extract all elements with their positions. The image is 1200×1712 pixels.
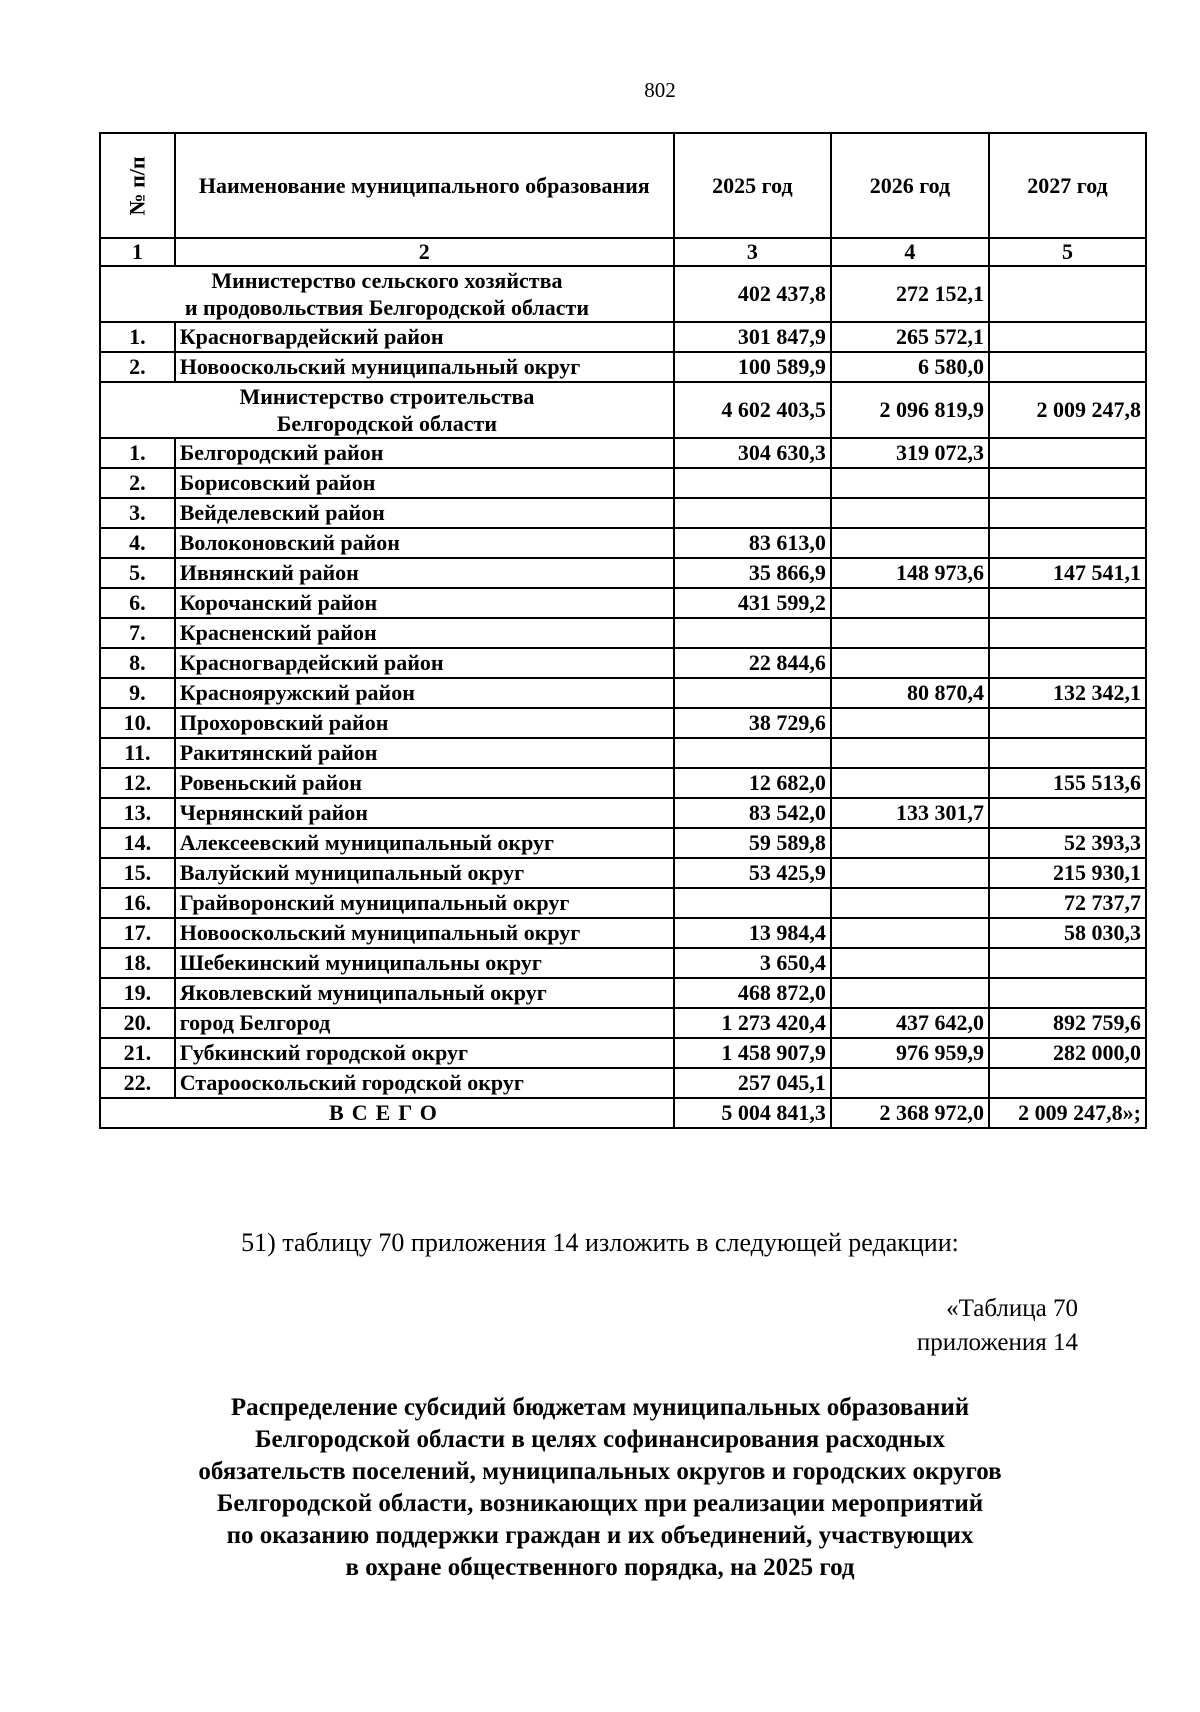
municipality-name: Красногвардейский район	[175, 322, 674, 352]
municipality-name: город Белгород	[175, 1008, 674, 1038]
row-number: 8.	[100, 648, 175, 678]
table-row	[100, 708, 1146, 738]
distribution-title-line: Белгородской области в целях софинансирования расходных	[254, 1426, 946, 1453]
value-2026: 148 973,6	[831, 558, 989, 588]
municipality-name: Шебекинский муниципальны округ	[175, 948, 674, 978]
value-2027	[989, 322, 1146, 352]
value-2025: 468 872,0	[674, 978, 831, 1008]
value-2025	[674, 618, 831, 648]
value-2027: 58 030,3	[989, 918, 1146, 948]
table-row	[100, 978, 1146, 1008]
value-2025: 301 847,9	[674, 322, 831, 352]
municipality-name: Ивнянский район	[175, 558, 674, 588]
table-row	[100, 498, 1146, 528]
row-number: 17.	[100, 918, 175, 948]
page-number: 802	[644, 78, 676, 102]
row-number: 11.	[100, 738, 175, 768]
column-index: 2	[175, 238, 674, 266]
value-2025: 13 984,4	[674, 918, 831, 948]
value-2025	[674, 468, 831, 498]
table-row	[100, 858, 1146, 888]
value-2025: 1 273 420,4	[674, 1008, 831, 1038]
total-label: ВСЕГО	[100, 1098, 674, 1128]
municipality-name: Корочанский район	[175, 588, 674, 618]
value-2026	[831, 1068, 989, 1098]
distribution-title-line: по оказанию поддержки граждан и их объединений, участвующих	[226, 1522, 974, 1549]
section-value-2027	[989, 266, 1146, 322]
municipality-name: Яковлевский муниципальный округ	[175, 978, 674, 1008]
row-number: 5.	[100, 558, 175, 588]
header-2025: 2025 год	[674, 133, 831, 238]
row-number: 4.	[100, 528, 175, 558]
municipality-name: Ровеньский район	[175, 768, 674, 798]
section-value-2025: 402 437,8	[674, 266, 831, 322]
column-index: 1	[100, 238, 175, 266]
distribution-title-line: обязательств поселений, муниципальных округов и городских округов	[198, 1458, 1002, 1485]
value-2026	[831, 618, 989, 648]
value-2027: 132 342,1	[989, 678, 1146, 708]
value-2025: 83 542,0	[674, 798, 831, 828]
row-number: 15.	[100, 858, 175, 888]
table-reference	[917, 1292, 1078, 1360]
table-row	[100, 352, 1146, 382]
value-2027: 147 541,1	[989, 558, 1146, 588]
header-2026: 2026 год	[831, 133, 989, 238]
value-2026	[831, 528, 989, 558]
table-reference-line: «Таблица 70	[946, 1295, 1078, 1322]
row-number: 2.	[100, 352, 175, 382]
municipality-name: Чернянский район	[175, 798, 674, 828]
distribution-title-line: Распределение субсидий бюджетам муниципальных образований	[230, 1394, 970, 1421]
municipality-name: Алексеевский муниципальный округ	[175, 828, 674, 858]
value-2025: 1 458 907,9	[674, 1038, 831, 1068]
value-2025: 53 425,9	[674, 858, 831, 888]
value-2025	[674, 738, 831, 768]
municipality-name: Валуйский муниципальный округ	[175, 858, 674, 888]
table-row	[100, 738, 1146, 768]
value-2026: 265 572,1	[831, 322, 989, 352]
value-2027	[989, 618, 1146, 648]
table-header-row	[100, 133, 1146, 238]
header-2027: 2027 год	[989, 133, 1146, 238]
table-row	[100, 322, 1146, 352]
row-number: 21.	[100, 1038, 175, 1068]
value-2027: 52 393,3	[989, 828, 1146, 858]
value-2026: 319 072,3	[831, 438, 989, 468]
value-2026: 6 580,0	[831, 352, 989, 382]
value-2025: 304 630,3	[674, 438, 831, 468]
row-number: 10.	[100, 708, 175, 738]
header-num-label: № п/п	[124, 155, 150, 216]
municipality-name: Губкинский городской округ	[175, 1038, 674, 1068]
value-2026	[831, 918, 989, 948]
section-row	[100, 382, 1146, 438]
column-index: 4	[831, 238, 989, 266]
row-number: 22.	[100, 1068, 175, 1098]
value-2025: 100 589,9	[674, 352, 831, 382]
row-number: 9.	[100, 678, 175, 708]
municipality-name: Борисовский район	[175, 468, 674, 498]
municipality-name: Новооскольский муниципальный округ	[175, 352, 674, 382]
value-2027	[989, 1068, 1146, 1098]
value-2026	[831, 978, 989, 1008]
column-index-row	[100, 238, 1146, 266]
value-2027	[989, 798, 1146, 828]
value-2026	[831, 468, 989, 498]
value-2026	[831, 708, 989, 738]
value-2026: 437 642,0	[831, 1008, 989, 1038]
section-title	[100, 266, 674, 322]
value-2026: 80 870,4	[831, 678, 989, 708]
distribution-title-line: в охране общественного порядка, на 2025 год	[345, 1554, 855, 1581]
value-2026	[831, 738, 989, 768]
municipality-name: Прохоровский район	[175, 708, 674, 738]
total-row	[100, 1098, 1146, 1128]
value-2025: 22 844,6	[674, 648, 831, 678]
row-number: 19.	[100, 978, 175, 1008]
value-2027	[989, 588, 1146, 618]
section-title-line: Министерство сельского хозяйства	[211, 268, 563, 293]
municipality-name: Красногвардейский район	[175, 648, 674, 678]
value-2027	[989, 948, 1146, 978]
value-2027	[989, 648, 1146, 678]
total-2025: 5 004 841,3	[674, 1098, 831, 1128]
municipality-name: Новооскольский муниципальный округ	[175, 918, 674, 948]
row-number: 2.	[100, 468, 175, 498]
value-2027	[989, 498, 1146, 528]
table-row	[100, 798, 1146, 828]
distribution-title-line: Белгородской области, возникающих при реализации мероприятий	[216, 1490, 984, 1517]
row-number: 18.	[100, 948, 175, 978]
value-2027: 282 000,0	[989, 1038, 1146, 1068]
distribution-title	[70, 1392, 1130, 1584]
value-2026: 976 959,9	[831, 1038, 989, 1068]
row-number: 13.	[100, 798, 175, 828]
column-index: 5	[989, 238, 1146, 266]
municipality-name: Волоконовский район	[175, 528, 674, 558]
value-2027: 892 759,6	[989, 1008, 1146, 1038]
value-2026	[831, 588, 989, 618]
table-row	[100, 888, 1146, 918]
row-number: 12.	[100, 768, 175, 798]
table-row	[100, 1008, 1146, 1038]
value-2025: 59 589,8	[674, 828, 831, 858]
municipality-name: Белгородский район	[175, 438, 674, 468]
table-row	[100, 948, 1146, 978]
value-2027: 155 513,6	[989, 768, 1146, 798]
value-2025: 83 613,0	[674, 528, 831, 558]
table-row	[100, 918, 1146, 948]
column-index: 3	[674, 238, 831, 266]
municipality-name: Грайворонский муниципальный округ	[175, 888, 674, 918]
table-row	[100, 678, 1146, 708]
section-row	[100, 266, 1146, 322]
value-2026	[831, 948, 989, 978]
total-2026: 2 368 972,0	[831, 1098, 989, 1128]
value-2027	[989, 468, 1146, 498]
row-number: 14.	[100, 828, 175, 858]
municipality-name: Вейделевский район	[175, 498, 674, 528]
row-number: 6.	[100, 588, 175, 618]
value-2027	[989, 438, 1146, 468]
value-2025: 12 682,0	[674, 768, 831, 798]
value-2026	[831, 768, 989, 798]
row-number: 1.	[100, 438, 175, 468]
value-2025: 257 045,1	[674, 1068, 831, 1098]
value-2025	[674, 678, 831, 708]
section-value-2027: 2 009 247,8	[989, 382, 1146, 438]
value-2027	[989, 528, 1146, 558]
section-value-2025: 4 602 403,5	[674, 382, 831, 438]
section-value-2026: 2 096 819,9	[831, 382, 989, 438]
value-2025	[674, 888, 831, 918]
section-title-line: и продовольствия Белгородской области	[184, 295, 590, 320]
section-value-2026: 272 152,1	[831, 266, 989, 322]
table-row	[100, 1038, 1146, 1068]
value-2026: 133 301,7	[831, 798, 989, 828]
table-row	[100, 558, 1146, 588]
value-2027	[989, 352, 1146, 382]
table-row	[100, 618, 1146, 648]
table-row	[100, 828, 1146, 858]
table-reference-line: приложения 14	[916, 1329, 1078, 1356]
row-number: 3.	[100, 498, 175, 528]
table-row	[100, 468, 1146, 498]
table-row	[100, 768, 1146, 798]
value-2025: 38 729,6	[674, 708, 831, 738]
row-number: 1.	[100, 322, 175, 352]
row-number: 20.	[100, 1008, 175, 1038]
value-2026	[831, 828, 989, 858]
value-2025: 3 650,4	[674, 948, 831, 978]
value-2025	[674, 498, 831, 528]
value-2026	[831, 858, 989, 888]
amendment-item-text: 51) таблицу 70 приложения 14 изложить в следующей редакции:	[241, 1228, 959, 1257]
row-number: 16.	[100, 888, 175, 918]
header-num	[100, 133, 175, 238]
municipality-name: Красненский район	[175, 618, 674, 648]
row-number: 7.	[100, 618, 175, 648]
table-row	[100, 438, 1146, 468]
value-2025: 35 866,9	[674, 558, 831, 588]
section-title-line: Министерство строительства	[239, 384, 535, 409]
section-title	[100, 382, 674, 438]
municipality-name: Старооскольский городской округ	[175, 1068, 674, 1098]
value-2027	[989, 708, 1146, 738]
subsidy-table	[99, 132, 1147, 1129]
value-2027: 215 930,1	[989, 858, 1146, 888]
value-2027: 72 737,7	[989, 888, 1146, 918]
value-2026	[831, 648, 989, 678]
section-title-line: Белгородской области	[276, 411, 498, 436]
municipality-name: Краснояружский район	[175, 678, 674, 708]
total-2027: 2 009 247,8»;	[989, 1098, 1146, 1128]
table-row	[100, 1068, 1146, 1098]
table-row	[100, 648, 1146, 678]
table-row	[100, 528, 1146, 558]
value-2026	[831, 888, 989, 918]
header-name: Наименование муниципального образования	[175, 133, 674, 238]
value-2026	[831, 498, 989, 528]
municipality-name: Ракитянский район	[175, 738, 674, 768]
value-2027	[989, 738, 1146, 768]
table-row	[100, 588, 1146, 618]
value-2025: 431 599,2	[674, 588, 831, 618]
value-2027	[989, 978, 1146, 1008]
